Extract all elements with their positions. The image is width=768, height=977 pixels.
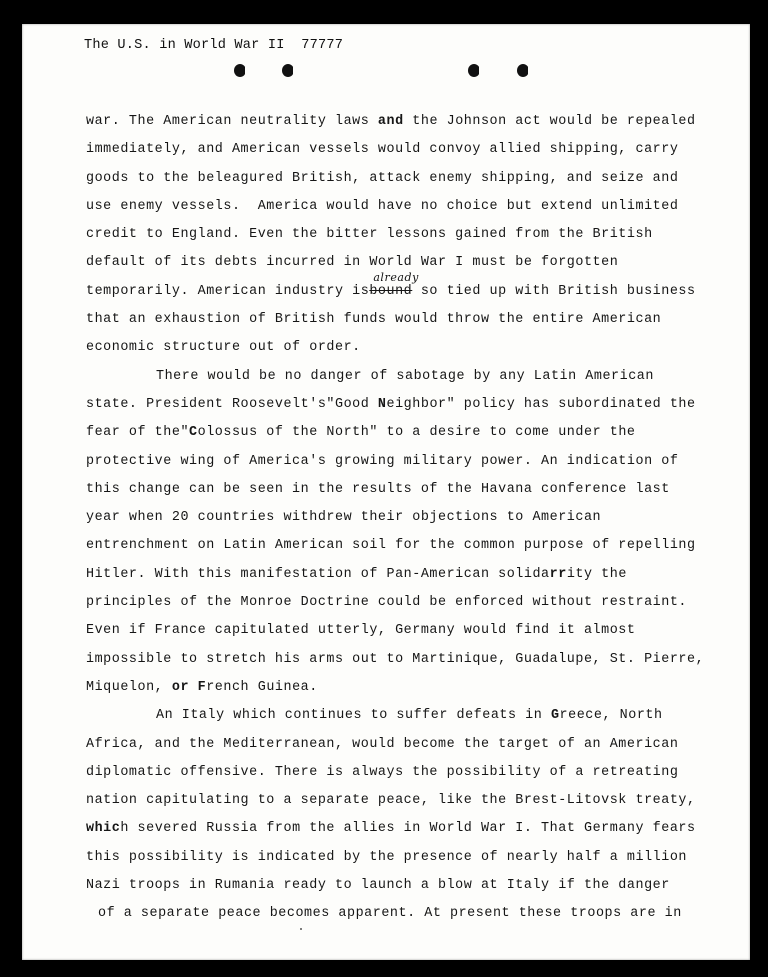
handwritten-insertion: already — [373, 270, 419, 284]
punch-hole-mark — [468, 64, 480, 77]
text-line: this possibility is indicated by the presence of nearly half a million — [86, 849, 687, 865]
punch-hole-mark — [234, 64, 246, 77]
text-line: Africa, and the Mediterranean, would become the target of an American — [86, 736, 679, 752]
text-run: ity the — [566, 566, 627, 582]
overtyped-text: C — [189, 425, 198, 441]
text-run: the Johnson act would be repealed — [403, 114, 696, 129]
text-run: rench Guinea. — [206, 679, 318, 695]
text-line — [86, 391, 726, 419]
text-line: principles of the Monroe Doctrine could be enforced without restraint. — [86, 595, 687, 611]
text-line: of a separate peace becomes apparent. At present these troops are in — [98, 906, 682, 922]
text-line: economic structure out of order. — [86, 340, 361, 356]
text-line — [86, 270, 726, 306]
text-line: protective wing of America's growing military power. An indication of — [86, 453, 679, 469]
overtyped-text: c — [111, 821, 121, 837]
text-run: so tied up with British business — [412, 283, 696, 299]
text-line: immediately, and American vessels would convoy allied shipping, carry — [86, 142, 679, 158]
overtyped-text: F — [197, 679, 207, 695]
document-header: The U.S. in World War II 77777 — [84, 38, 344, 53]
text-line: credit to England. Even the bitter lessons gained from the British — [86, 227, 653, 243]
text-line: Nazi troops in Rumania ready to launch a blow at Italy if the danger — [86, 878, 670, 894]
text-run: Miquelon, — [86, 679, 172, 695]
text-line: There would be no danger of sabotage by any Latin American — [156, 368, 654, 384]
text-run: An Italy which continues to suffer defeats in — [156, 708, 551, 724]
overtyped-text: N — [377, 396, 387, 412]
text-run: fear of the" — [86, 425, 190, 441]
overtyped-text: G — [550, 708, 560, 724]
text-line: use enemy vessels. America would have no choice but extend unlimited — [86, 198, 679, 214]
text-line: year when 20 countries withdrew their objections to American — [86, 510, 602, 526]
punch-hole-mark — [282, 64, 294, 77]
text-line: that an exhaustion of British funds would throw the entire American — [86, 312, 662, 328]
text-line: nation capitulating to a separate peace, like the Brest-Litovsk treaty, — [86, 793, 696, 809]
text-run: temporarily. American industry is — [86, 283, 370, 299]
text-run: state. President Roosevelt's"Good — [86, 396, 378, 412]
text-line — [86, 815, 726, 843]
overtyped-text: and — [377, 114, 404, 129]
text-line: entrenchment on Latin American soil for the common purpose of repelling — [86, 538, 696, 554]
overtyped-text: whi — [86, 821, 112, 837]
text-line: Even if France capitulated utterly, Germany would find it almost — [86, 623, 636, 639]
punch-hole-mark — [517, 64, 529, 77]
text-line: default of its debts incurred in World War I must be forgotten — [86, 255, 619, 271]
text-line — [86, 108, 726, 136]
overtyped-text: or — [171, 679, 190, 695]
struck-text: bound — [369, 283, 413, 299]
document-page — [22, 24, 750, 960]
text-line: diplomatic offensive. There is always the possibility of a retreating — [86, 764, 679, 780]
text-line: impossible to stretch his arms out to Martinique, Guadalupe, St. Pierre, — [86, 651, 705, 667]
text-line: goods to the beleagured British, attack enemy shipping, and seize and — [86, 170, 679, 186]
text-run — [189, 680, 198, 695]
text-run: war. The American neutrality laws — [86, 114, 378, 129]
correction — [369, 270, 419, 306]
text-line — [86, 561, 726, 589]
text-line — [86, 702, 726, 730]
text-line: this change can be seen in the results of the Havana conference last — [86, 481, 670, 497]
text-run: h severed Russia from the allies in World War I. That Germany fears — [120, 821, 696, 837]
text-run: Hitler. With this manifestation of Pan-American solida — [86, 566, 550, 582]
text-run: reece, North — [559, 708, 663, 724]
overtyped-text: rr — [549, 566, 567, 582]
document-body — [86, 108, 726, 929]
text-run: olossus of the North" to a desire to come under the — [197, 425, 636, 441]
text-run: eighbor" policy has subordinated the — [386, 396, 696, 412]
text-line — [86, 419, 726, 447]
text-line — [86, 674, 726, 702]
